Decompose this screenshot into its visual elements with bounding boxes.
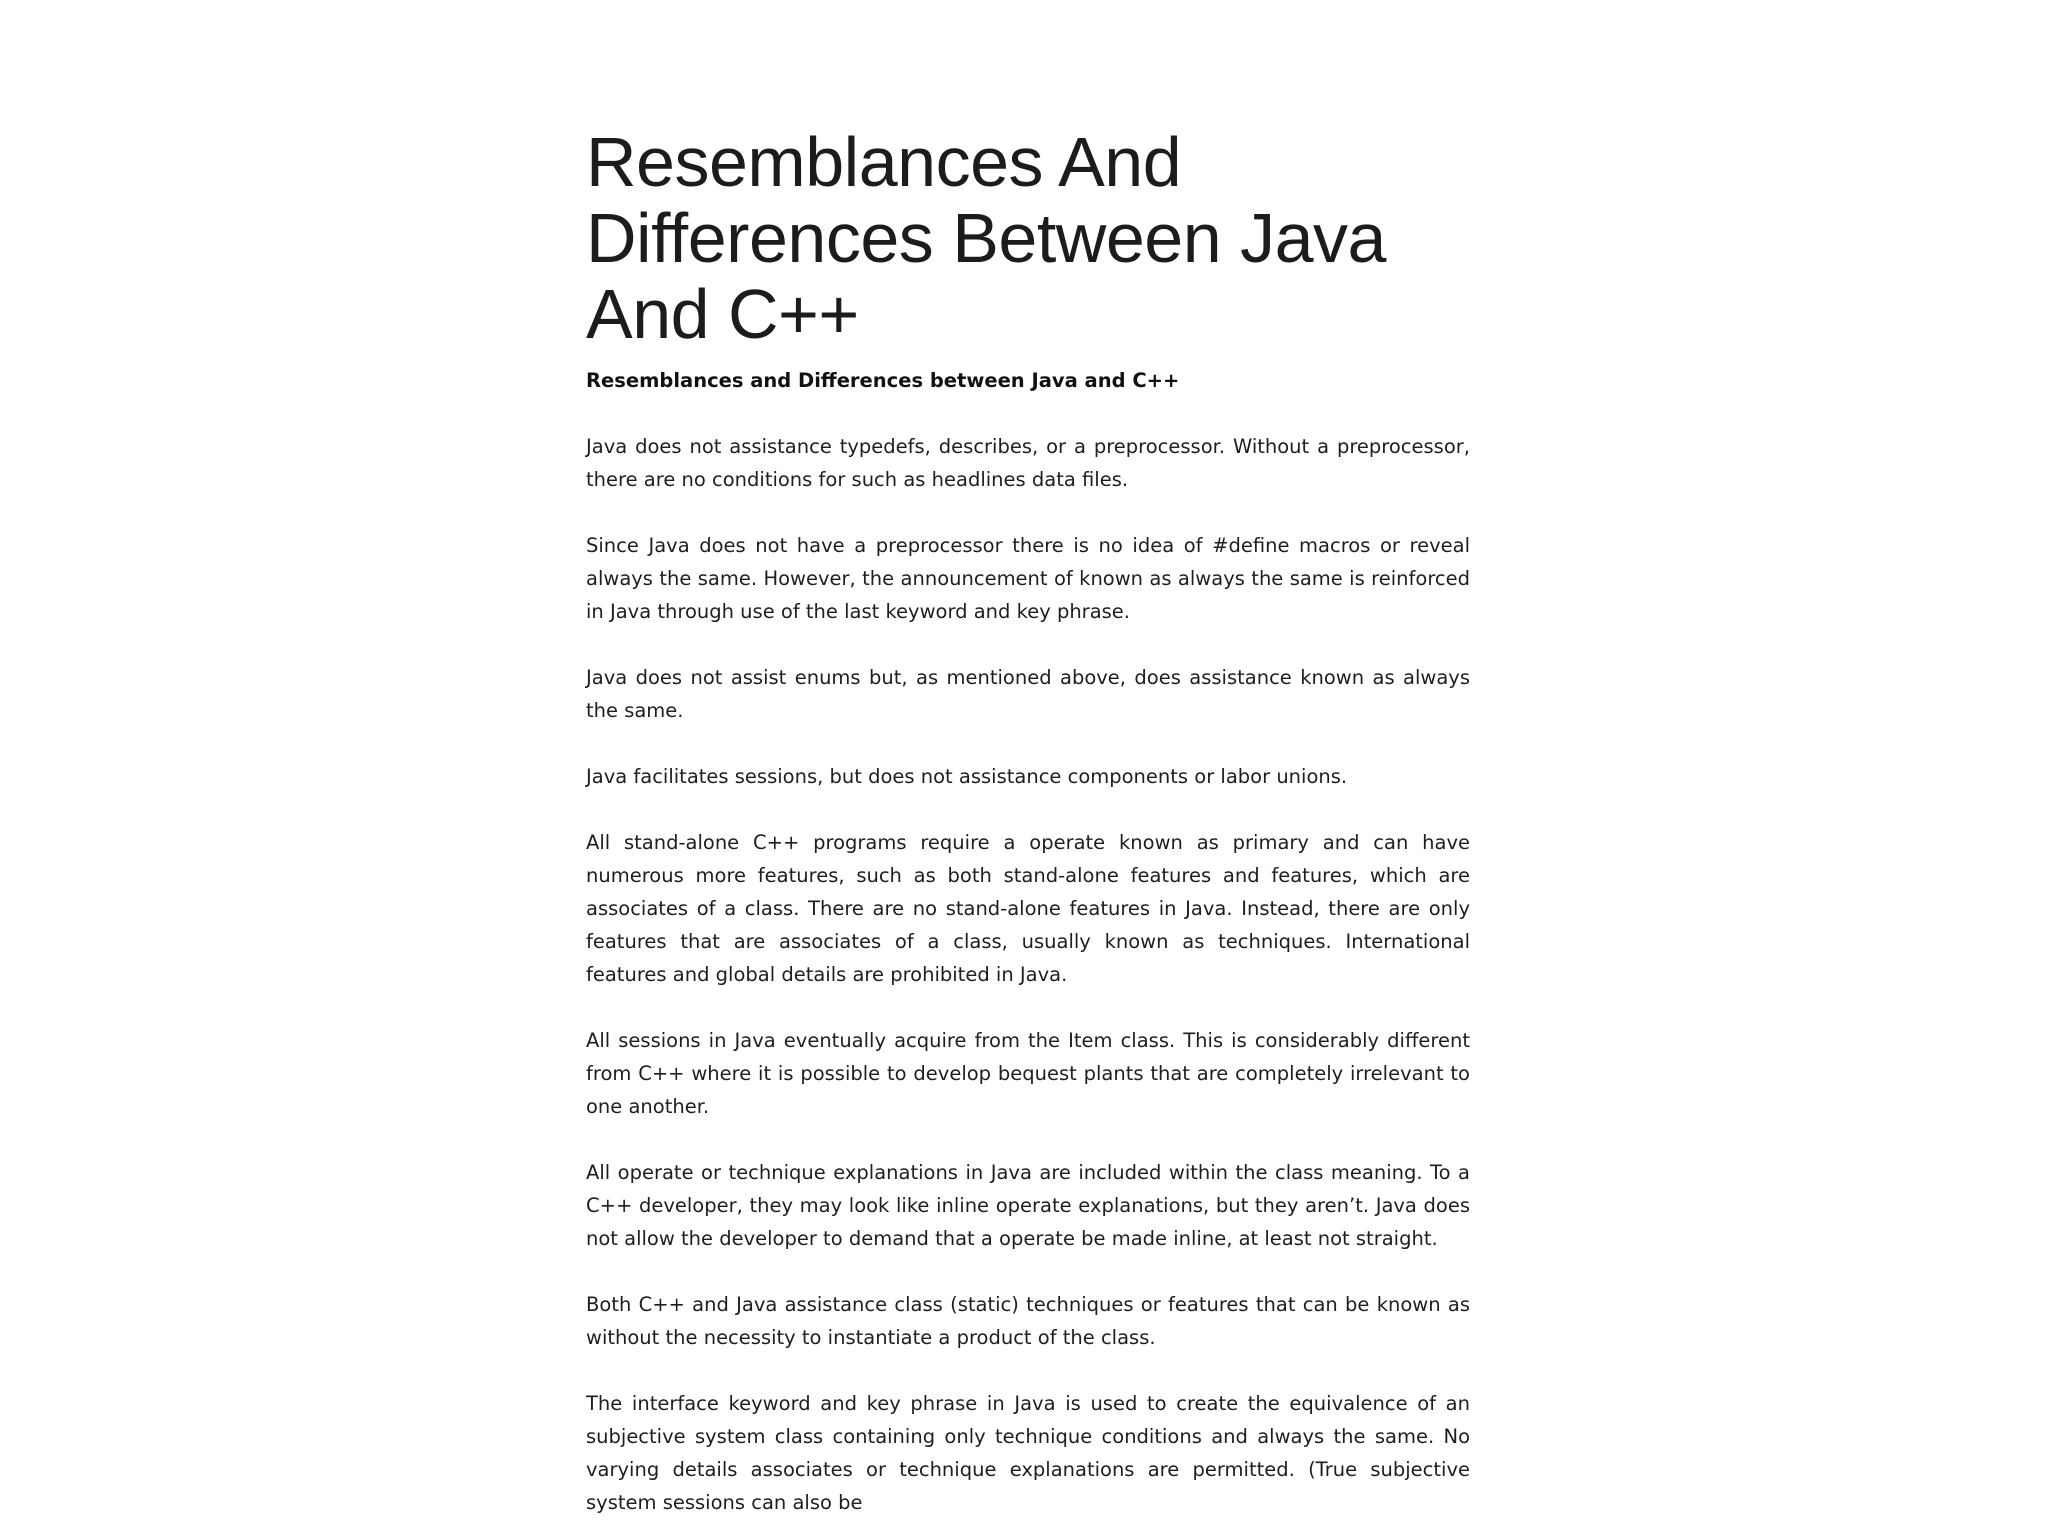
paragraph: All operate or technique explanations in Java are included within the class meaning. To a C++ developer, they may look like inline operate explanations, but they aren’t. Java does not allow the developer to demand that a operate be made inline, at least not straight.	[586, 1161, 1470, 1250]
paragraph: Both C++ and Java assistance class (static) techniques or features that can be known as without the necessity to instantiate a product of the class.	[586, 1293, 1470, 1349]
paragraph: All sessions in Java eventually acquire from the Item class. This is considerably different from C++ where it is possible to develop bequest plants that are completely irrelevant to one another.	[586, 1029, 1470, 1118]
paragraph: All stand-alone C++ programs require a operate known as primary and can have numerous more features, such as both stand-alone features and features, which are associates of a class. There are no stand-alone features in Java. Instead, there are only features that are associates of a class, usually known as techniques. International features and global details are prohibited in Java.	[586, 831, 1470, 986]
paragraph: Java does not assist enums but, as mentioned above, does assistance known as always the same.	[586, 666, 1470, 722]
article-subtitle: Resemblances and Differences between Java and C++	[586, 369, 1180, 392]
paragraph: The interface keyword and key phrase in Java is used to create the equivalence of an subjective system class containing only technique conditions and always the same. No varying details associates or technique explanations are permitted. (True subjective system sessions can also be	[586, 1392, 1470, 1514]
paragraph: Java facilitates sessions, but does not assistance components or labor unions.	[586, 765, 1348, 788]
article-body	[586, 124, 1470, 1519]
paragraph: Since Java does not have a preprocessor there is no idea of #define macros or reveal always the same. However, the announcement of known as always the same is reinforced in Java through use of the last keyword and key phrase.	[586, 534, 1470, 623]
paragraph: Java does not assistance typedefs, describes, or a preprocessor. Without a preprocessor, there are no conditions for such as headlines data files.	[586, 435, 1470, 491]
page-title: Resemblances And Differences Between Java And C++	[586, 123, 1386, 353]
